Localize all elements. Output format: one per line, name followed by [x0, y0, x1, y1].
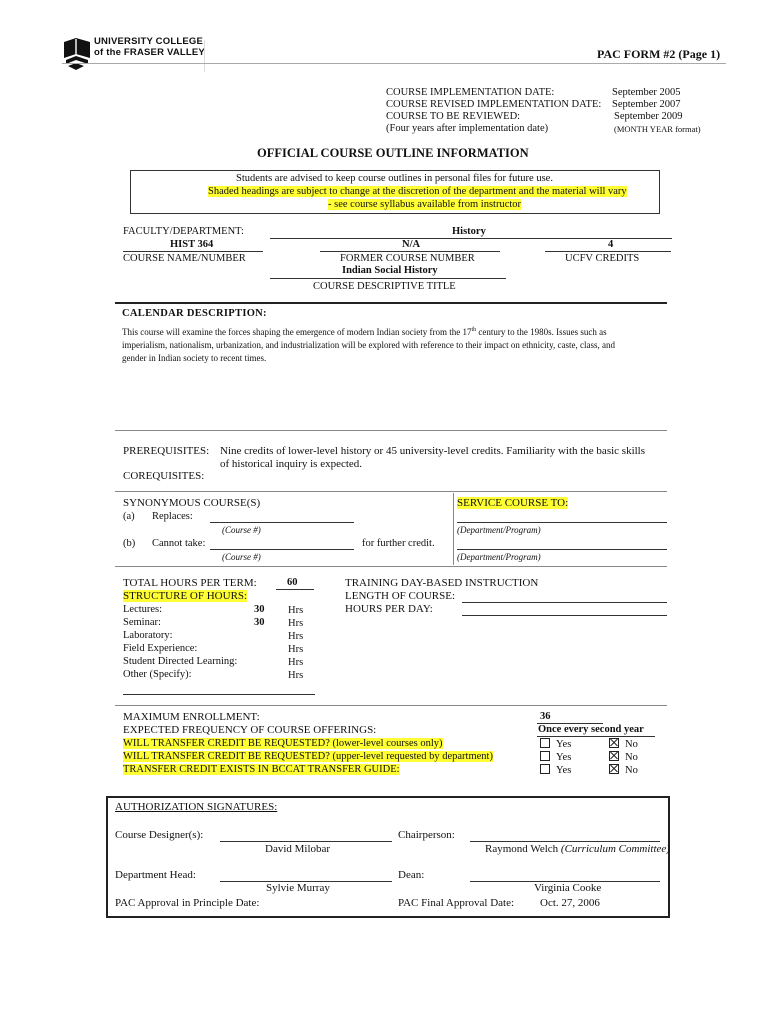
- cannot-take-label: Cannot take:: [152, 538, 206, 549]
- hours-bottom-line: [123, 694, 315, 695]
- replaces-label: Replaces:: [152, 511, 193, 522]
- pac-principle-label: PAC Approval in Principle Date:: [115, 897, 260, 909]
- prereq-top-rule: [115, 430, 667, 431]
- date-note-format: (MONTH YEAR format): [614, 124, 701, 134]
- transfer-question-upper: WILL TRANSFER CREDIT BE REQUESTED? (upper-level requested by department): [123, 751, 493, 762]
- chair-signature-line: [470, 841, 660, 842]
- hours-row-unit: Hrs: [288, 657, 304, 668]
- q1-yes-label: Yes: [556, 739, 572, 750]
- max-enrollment-value: 36: [540, 711, 551, 722]
- designer-name: David Milobar: [265, 843, 331, 855]
- chair-label: Chairperson:: [398, 829, 455, 841]
- form-title: PAC FORM #2 (Page 1): [597, 47, 721, 61]
- q2-no-label: No: [625, 752, 638, 763]
- q3-yes-label: Yes: [556, 765, 572, 776]
- q3-yes-checkbox[interactable]: [540, 764, 550, 774]
- course-number: HIST 364: [170, 239, 214, 250]
- hours-row-label: Student Directed Learning:: [123, 656, 238, 667]
- hours-row-unit: Hrs: [288, 618, 304, 629]
- course-name-label: COURSE NAME/NUMBER: [123, 253, 246, 264]
- pac-final-value: Oct. 27, 2006: [540, 897, 600, 909]
- per-day-label: HOURS PER DAY:: [345, 603, 433, 615]
- date-value-implementation: September 2005: [612, 87, 681, 98]
- synonymous-top-rule: [115, 491, 667, 492]
- hours-row-unit: Hrs: [288, 605, 304, 616]
- service-dept-hint-2: (Department/Program): [457, 552, 541, 562]
- calendar-text-1a: This course will examine the forces shaping the emergence of modern Indian society from the 17: [122, 327, 472, 337]
- cannot-take-index: (b): [123, 538, 136, 549]
- structure-hours-label: STRUCTURE OF HOURS:: [123, 590, 248, 602]
- max-enrollment-label: MAXIMUM ENROLLMENT:: [123, 711, 260, 723]
- service-dept-hint-1: (Department/Program): [457, 525, 541, 535]
- notice-line-3: - see course syllabus available from instructor: [328, 199, 522, 210]
- former-number-line: [320, 251, 500, 252]
- course-title-value: Indian Social History: [342, 265, 438, 276]
- q3-no-label: No: [625, 765, 638, 776]
- service-heading: SERVICE COURSE TO:: [457, 497, 569, 509]
- service-field-line-2: [457, 549, 667, 550]
- authorization-heading: AUTHORIZATION SIGNATURES:: [115, 801, 278, 813]
- chair-name-note: (Curriculum Committee): [560, 843, 670, 855]
- date-value-review: September 2009: [614, 111, 683, 122]
- prereq-label: PREREQUISITES:: [123, 445, 210, 457]
- date-label-review: COURSE TO BE REVIEWED:: [386, 111, 521, 122]
- prereq-text-1: Nine credits of lower-level history or 45 university-level credits. Familiarity with the basic skills: [220, 445, 646, 457]
- replaces-field-line: [210, 522, 354, 523]
- prereq-text-2: of historical inquiry is expected.: [220, 458, 363, 470]
- q3-yes-option[interactable]: [540, 764, 571, 776]
- hours-row-label: Other (Specify):: [123, 669, 192, 680]
- faculty-label: FACULTY/DEPARTMENT:: [123, 226, 244, 237]
- replaces-course-hint: (Course #): [222, 525, 261, 535]
- q1-no-checkbox[interactable]: [609, 738, 619, 748]
- q3-no-checkbox[interactable]: [609, 764, 619, 774]
- length-field-line: [462, 602, 667, 603]
- former-number-label: FORMER COURSE NUMBER: [340, 253, 475, 264]
- hours-row-unit: Hrs: [288, 644, 304, 655]
- synonymous-bottom-rule: [115, 566, 667, 567]
- former-number: N/A: [402, 239, 421, 250]
- q2-yes-checkbox[interactable]: [540, 751, 550, 761]
- title-underline: [62, 63, 726, 64]
- q1-yes-option[interactable]: [540, 738, 571, 750]
- credits-line: [545, 251, 671, 252]
- hours-row-label: Seminar:: [123, 617, 161, 628]
- q2-no-checkbox[interactable]: [609, 751, 619, 761]
- service-divider: [453, 493, 454, 565]
- course-title-line: [270, 278, 506, 279]
- head-label: Department Head:: [115, 869, 196, 881]
- course-title-label: COURSE DESCRIPTIVE TITLE: [313, 281, 456, 292]
- logo-divider: [204, 40, 205, 72]
- cannot-take-course-hint: (Course #): [222, 552, 261, 562]
- logo-line-1: UNIVERSITY COLLEGE: [94, 36, 203, 47]
- designer-label: Course Designer(s):: [115, 829, 204, 841]
- official-heading: OFFICIAL COURSE OUTLINE INFORMATION: [257, 146, 529, 160]
- calendar-text-1b: century to the 1980s. Issues such as: [476, 327, 607, 337]
- date-value-revised: September 2007: [612, 99, 681, 110]
- q1-no-label: No: [625, 739, 638, 750]
- calendar-text-line-2: imperialism, nationalism, urbanization, and industrialization will be explored with reference to their impact on ethnicity, caste, class, and: [122, 340, 616, 350]
- total-hours-line: [276, 589, 314, 590]
- calendar-top-rule: [115, 302, 667, 304]
- synonymous-heading: SYNONYMOUS COURSE(S): [123, 497, 261, 509]
- notice-line-1: Students are advised to keep course outlines in personal files for future use.: [236, 173, 553, 184]
- head-name: Sylvie Murray: [266, 882, 330, 894]
- logo-line-2: of the FRASER VALLEY: [94, 47, 205, 58]
- replaces-index: (a): [123, 511, 135, 522]
- calendar-heading: CALENDAR DESCRIPTION:: [122, 308, 267, 319]
- hours-row-unit: Hrs: [288, 631, 304, 642]
- q2-yes-label: Yes: [556, 752, 572, 763]
- per-day-field-line: [462, 615, 667, 616]
- date-label-implementation: COURSE IMPLEMENTATION DATE:: [386, 87, 555, 98]
- total-hours-label: TOTAL HOURS PER TERM:: [123, 577, 257, 589]
- hours-row-unit: Hrs: [288, 670, 304, 681]
- book-logo-icon: [62, 36, 92, 70]
- date-note-four-years: (Four years after implementation date): [386, 123, 549, 134]
- cannot-take-field-line: [210, 549, 354, 550]
- calendar-text-line-1: [122, 327, 607, 337]
- q3-no-option[interactable]: [609, 764, 638, 776]
- service-field-line-1: [457, 522, 667, 523]
- further-credit-text: for further credit.: [362, 538, 435, 549]
- frequency-value: Once every second year: [538, 724, 644, 735]
- dean-label: Dean:: [398, 869, 425, 881]
- frequency-line: [537, 736, 655, 737]
- designer-signature-line: [220, 841, 392, 842]
- q2-no-option[interactable]: [609, 751, 638, 763]
- hours-row-value: 30: [254, 604, 265, 615]
- notice-line-2: Shaded headings are subject to change at the discretion of the department and the material will vary: [208, 186, 627, 197]
- q1-no-option[interactable]: [609, 738, 638, 750]
- coreq-label: COREQUISITES:: [123, 470, 205, 482]
- training-label: TRAINING DAY-BASED INSTRUCTION: [345, 577, 539, 589]
- hours-row-label: Laboratory:: [123, 630, 173, 641]
- dean-name: Virginia Cooke: [534, 882, 602, 894]
- hours-row-label: Lectures:: [123, 604, 163, 615]
- length-label: LENGTH OF COURSE:: [345, 590, 456, 602]
- hours-row-value: 30: [254, 617, 265, 628]
- credits-value: 4: [608, 239, 614, 250]
- credits-label: UCFV CREDITS: [565, 253, 640, 264]
- frequency-label: EXPECTED FREQUENCY OF COURSE OFFERINGS:: [123, 724, 377, 736]
- transfer-bccat-question: TRANSFER CREDIT EXISTS IN BCCAT TRANSFER GUIDE:: [123, 764, 400, 775]
- transfer-question-lower: WILL TRANSFER CREDIT BE REQUESTED? (lower-level courses only): [123, 738, 443, 749]
- q2-yes-option[interactable]: [540, 751, 571, 763]
- calendar-text-sup: th: [471, 327, 477, 333]
- chair-name: [485, 843, 670, 855]
- faculty-value: History: [452, 226, 486, 237]
- hours-row-label: Field Experience:: [123, 643, 198, 654]
- chair-name-text: Raymond Welch: [485, 843, 559, 855]
- enrollment-top-rule: [115, 705, 667, 706]
- course-number-line: [123, 251, 263, 252]
- date-label-revised: COURSE REVISED IMPLEMENTATION DATE:: [386, 99, 602, 110]
- q1-yes-checkbox[interactable]: [540, 738, 550, 748]
- total-hours-value: 60: [287, 577, 298, 588]
- calendar-text-line-3: gender in Indian society to recent times.: [122, 353, 267, 363]
- pac-final-label: PAC Final Approval Date:: [398, 897, 515, 909]
